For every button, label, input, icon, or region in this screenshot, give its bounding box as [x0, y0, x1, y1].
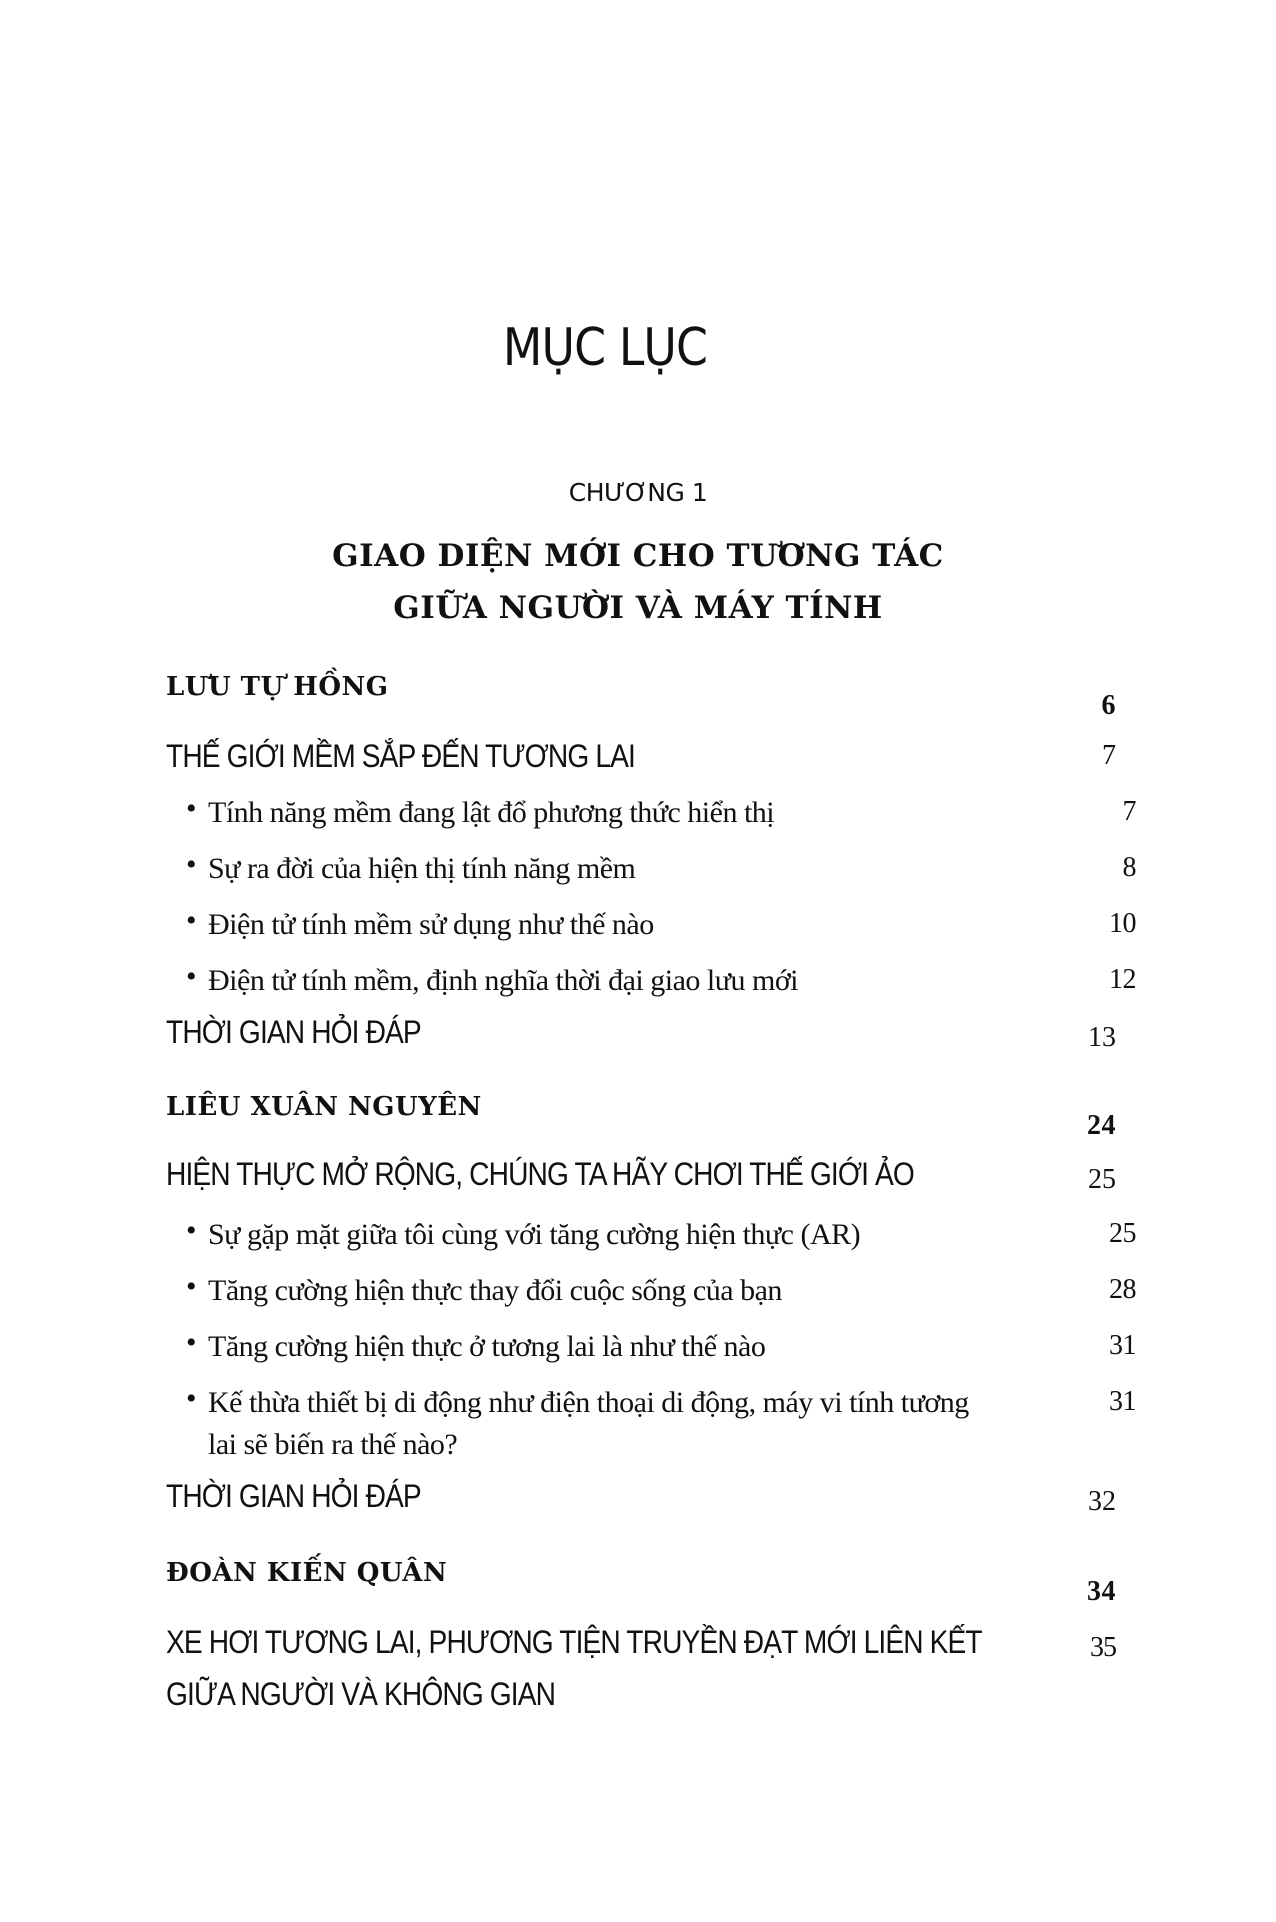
toc-author-entry[interactable] — [166, 1092, 1116, 1141]
toc-bullet-entry[interactable] — [166, 792, 1136, 834]
toc-bullet-entry[interactable] — [166, 960, 1136, 1002]
bullet-marker: • — [186, 960, 197, 993]
bullet-marker: • — [186, 792, 197, 825]
toc-bullet-title: Điện tử tính mềm, định nghĩa thời đại giao lưu mới — [208, 964, 799, 997]
toc-bullet-title-line-2: lai sẽ biến ra thế nào? — [208, 1428, 458, 1461]
toc-page-number: 34 — [1087, 1576, 1116, 1607]
toc-page-number: 8 — [1122, 852, 1136, 883]
toc-section-title: THỜI GIAN HỎI ĐÁP — [166, 1014, 421, 1050]
toc-author-entry[interactable] — [166, 672, 1116, 721]
toc-section-title: HIỆN THỰC MỞ RỘNG, CHÚNG TA HÃY CHƠI THẾ GIỚI ẢO — [166, 1156, 914, 1192]
toc-page-number: 32 — [1088, 1486, 1116, 1517]
toc-section-entry[interactable] — [166, 1014, 1002, 1051]
toc-page-number: 12 — [1109, 964, 1136, 995]
toc-author-entry[interactable] — [166, 1558, 1116, 1607]
toc-page-number: 25 — [1088, 1164, 1116, 1195]
toc-section-entry[interactable] — [166, 1156, 1002, 1193]
toc-page-number: 31 — [1109, 1330, 1136, 1361]
toc-section-title: THẾ GIỚI MỀM SẮP ĐẾN TƯƠNG LAI — [166, 738, 635, 774]
toc-page-number: 6 — [1101, 690, 1116, 721]
toc-page-number: 10 — [1109, 908, 1136, 939]
page-title: MỤC LỤC — [502, 318, 708, 378]
bullet-marker: • — [186, 904, 197, 937]
toc-page-number: 25 — [1109, 1218, 1136, 1249]
toc-page-number: 28 — [1109, 1274, 1136, 1305]
toc-section-entry[interactable] — [166, 1616, 1116, 1720]
toc-bullet-title: Tăng cường hiện thực ở tương lai là như thế nào — [208, 1330, 766, 1363]
toc-bullet-entry[interactable] — [166, 848, 1136, 890]
toc-bullet-title: Tính năng mềm đang lật đổ phương thức hiển thị — [208, 796, 775, 829]
bullet-marker: • — [186, 1382, 197, 1415]
bullet-marker: • — [186, 1270, 197, 1303]
toc-section-title-line-2: GIỮA NGƯỜI VÀ KHÔNG GIAN — [166, 1676, 556, 1712]
chapter-title-line-2: GIỮA NGƯỜI VÀ MÁY TÍNH — [393, 590, 883, 626]
toc-section-entry[interactable] — [166, 1478, 1002, 1515]
toc-bullet-title: Sự ra đời của hiện thị tính năng mềm — [208, 852, 636, 885]
toc-author-name: ĐOÀN KIẾN QUÂN — [166, 1558, 448, 1588]
chapter-title — [0, 530, 1276, 634]
toc-bullet-entry[interactable] — [166, 904, 1136, 946]
toc-section-title: THỜI GIAN HỎI ĐÁP — [166, 1478, 421, 1514]
toc-bullet-title: Sự gặp mặt giữa tôi cùng với tăng cường hiện thực (AR) — [208, 1218, 861, 1251]
toc-bullet-title: Tăng cường hiện thực thay đổi cuộc sống của bạn — [208, 1274, 782, 1307]
toc-bullet-entry[interactable] — [166, 1382, 1136, 1466]
toc-bullet-entry[interactable] — [166, 1270, 1136, 1312]
toc-section-entry[interactable] — [166, 738, 1002, 775]
bullet-marker: • — [186, 848, 197, 881]
toc-page-number: 31 — [1109, 1386, 1136, 1417]
toc-page-number: 35 — [1090, 1632, 1116, 1663]
chapter-title-line-1: GIAO DIỆN MỚI CHO TƯƠNG TÁC — [332, 538, 944, 574]
toc-bullet-entry[interactable] — [166, 1214, 1136, 1256]
chapter-label: CHƯƠNG 1 — [568, 478, 708, 507]
toc-author-name: LIÊU XUÂN NGUYÊN — [166, 1092, 482, 1122]
toc-bullet-title: Điện tử tính mềm sử dụng như thế nào — [208, 908, 654, 941]
toc-author-name: LƯU TỰ HỒNG — [166, 672, 389, 702]
toc-page-number: 7 — [1102, 740, 1116, 771]
toc-section-title-line-1: XE HƠI TƯƠNG LAI, PHƯƠNG TIỆN TRUYỀN ĐẠT MỚI LIÊN KẾT — [166, 1624, 982, 1660]
toc-bullet-entry[interactable] — [166, 1326, 1136, 1368]
toc-page-number: 13 — [1088, 1022, 1116, 1053]
toc-page-number: 24 — [1087, 1110, 1116, 1141]
toc-page-number: 7 — [1122, 796, 1136, 827]
bullet-marker: • — [186, 1214, 197, 1247]
bullet-marker: • — [186, 1326, 197, 1359]
toc-bullet-title-line-1: Kế thừa thiết bị di động như điện thoại di động, máy vi tính tương — [208, 1386, 969, 1419]
